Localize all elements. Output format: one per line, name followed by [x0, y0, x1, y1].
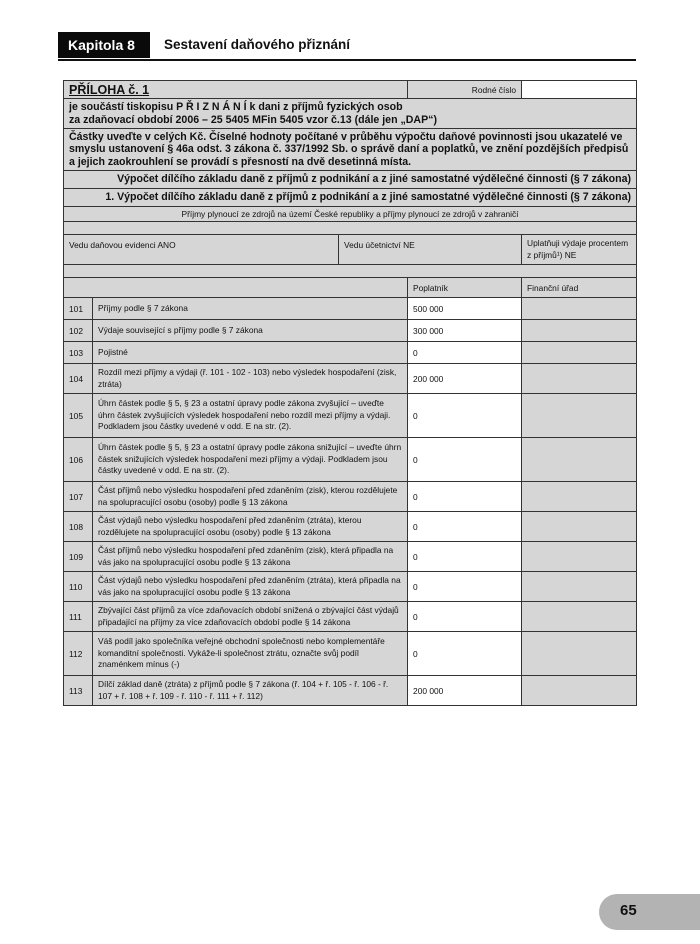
spacer-row	[64, 265, 637, 278]
chapter-header	[58, 32, 636, 60]
row-number: 107	[64, 482, 93, 512]
spacer-row	[64, 222, 637, 235]
row-number: 103	[64, 342, 93, 364]
row-number: 112	[64, 632, 93, 676]
tax-office-value-field[interactable]	[522, 364, 637, 394]
chapter-title: Sestavení daňového přiznání	[164, 37, 351, 52]
taxpayer-value-field[interactable]: 0	[408, 512, 522, 542]
row-description: Úhrn částek podle § 5, § 23 a ostatní úpravy podle zákona zvyšující – uveďte úhrn částek zvyšujících výsledek hospodaření nebo rozdíl mezi příjmy a výdaji. Podkladem jsou částky uvedené v odd. E na str. (2).	[93, 394, 408, 438]
row-number: 104	[64, 364, 93, 394]
form-row-101	[64, 298, 637, 320]
tax-office-value-field[interactable]	[522, 602, 637, 632]
chapter-divider	[58, 59, 636, 61]
flag-tax-records: Vedu daňovou evidenci ANO	[64, 235, 339, 265]
taxpayer-value-field[interactable]: 0	[408, 482, 522, 512]
rodne-cislo-label: Rodné číslo	[408, 81, 522, 99]
tax-form-table	[63, 80, 637, 706]
page-number-tab	[599, 894, 700, 930]
row-description: Pojistné	[93, 342, 408, 364]
subsection-heading: 1. Výpočet dílčího základu daně z příjmů z podnikání a z jiné samostatné výdělečné činnosti (§ 7 zákona)	[64, 189, 637, 207]
rodne-cislo-field[interactable]	[522, 81, 637, 99]
row-description: Zbývající část příjmů za více zdaňovacích období snížená o zbývající část výdajů připadající na příjmy za více zdaňovacích období podle § 14 zákona	[93, 602, 408, 632]
row-description: Příjmy podle § 7 zákona	[93, 298, 408, 320]
taxpayer-value-field[interactable]: 200 000	[408, 676, 522, 706]
taxpayer-value-field[interactable]: 200 000	[408, 364, 522, 394]
tax-office-value-field[interactable]	[522, 394, 637, 438]
tax-office-value-field[interactable]	[522, 676, 637, 706]
chapter-label: Kapitola 8	[58, 32, 150, 58]
tax-office-value-field[interactable]	[522, 542, 637, 572]
row-description: Část příjmů nebo výsledku hospodaření před zdaněním (zisk), kterou rozdělujete na spolupracující osobu (osoby) podle § 13 zákona	[93, 482, 408, 512]
row-description: Část výdajů nebo výsledku hospodaření před zdaněním (ztráta), kterou rozdělujete na spolupracující osobu (osoby) podle § 13 zákona	[93, 512, 408, 542]
form-row-102	[64, 320, 637, 342]
tax-office-value-field[interactable]	[522, 342, 637, 364]
row-number: 108	[64, 512, 93, 542]
row-description: Dílčí základ daně (ztráta) z příjmů podle § 7 zákona (ř. 104 + ř. 105 - ř. 106 - ř. 107 + ř. 108 + ř. 109 - ř. 110 - ř. 111 + ř. 112)	[93, 676, 408, 706]
taxpayer-value-field[interactable]: 0	[408, 602, 522, 632]
tax-office-value-field[interactable]	[522, 632, 637, 676]
form-row-110	[64, 572, 637, 602]
row-description: Váš podíl jako společníka veřejné obchodní společnosti nebo komplementáře komanditní společnosti. Vykáže-li společnost ztrátu, označte svůj podíl znaménkem mínus (-)	[93, 632, 408, 676]
form-row-105	[64, 394, 637, 438]
row-number: 106	[64, 438, 93, 482]
tax-office-value-field[interactable]	[522, 482, 637, 512]
flag-percentage-expenses: Uplatňuji výdaje procentem z příjmů¹) NE	[522, 235, 637, 265]
intro-line-1: je součástí tiskopisu P Ř I Z N Á N Í k dani z příjmů fyzických osob	[69, 100, 403, 113]
row-description: Rozdíl mezi příjmy a výdaji (ř. 101 - 102 - 103) nebo výsledek hospodaření (zisk, ztráta)	[93, 364, 408, 394]
row-description: Úhrn částek podle § 5, § 23 a ostatní úpravy podle zákona snižující – uveďte úhrn částek snižujících výsledek hospodaření mezi příjmy a výdaji. Podkladem jsou částky uvedené v odd. E na str. (2).	[93, 438, 408, 482]
section-heading: Výpočet dílčího základu daně z příjmů z podnikání a z jiné samostatné výdělečné činnosti (§ 7 zákona)	[64, 171, 637, 189]
form-title: PŘÍLOHA č. 1	[64, 81, 408, 99]
intro-line-2: za zdaňovací období 2006 – 25 5405 MFin 5405 vzor č.13 (dále jen „DAP“)	[69, 113, 437, 126]
taxpayer-value-field[interactable]: 0	[408, 342, 522, 364]
row-number: 109	[64, 542, 93, 572]
taxpayer-value-field[interactable]: 0	[408, 572, 522, 602]
taxpayer-value-field[interactable]: 0	[408, 438, 522, 482]
row-number: 105	[64, 394, 93, 438]
taxpayer-value-field[interactable]: 300 000	[408, 320, 522, 342]
column-header-tax-office: Finanční úřad	[522, 278, 637, 298]
form-row-112	[64, 632, 637, 676]
form-notice: Částky uveďte v celých Kč. Číselné hodnoty počítané v průběhu výpočtu daňové povinnosti jsou ukazatelé ve smyslu ustanovení § 46a odst. 3 zákona č. 337/1992 Sb. o správě daní a poplatků, ve znění pozdějších předpisů a jejich zaokrouhlení se provádí s přesností na dvě desetinná místa.	[64, 129, 637, 171]
page-number: 65	[620, 902, 637, 919]
form-row-109	[64, 542, 637, 572]
form-intro	[64, 99, 637, 129]
taxpayer-value-field[interactable]: 0	[408, 394, 522, 438]
sources-note: Příjmy plynoucí ze zdrojů na území České republiky a příjmy plynoucí ze zdrojů v zahraničí	[64, 207, 637, 222]
column-header-taxpayer: Poplatník	[408, 278, 522, 298]
form-row-107	[64, 482, 637, 512]
row-description: Výdaje související s příjmy podle § 7 zákona	[93, 320, 408, 342]
form-row-104	[64, 364, 637, 394]
tax-office-value-field[interactable]	[522, 298, 637, 320]
columns-blank	[64, 278, 408, 298]
tax-office-value-field[interactable]	[522, 438, 637, 482]
tax-office-value-field[interactable]	[522, 572, 637, 602]
flag-accounting: Vedu účetnictví NE	[339, 235, 522, 265]
form-row-106	[64, 438, 637, 482]
taxpayer-value-field[interactable]: 0	[408, 542, 522, 572]
row-number: 111	[64, 602, 93, 632]
row-description: Část výdajů nebo výsledku hospodaření před zdaněním (ztráta), která připadla na vás jako na spolupracující osobu podle § 13 zákona	[93, 572, 408, 602]
row-number: 101	[64, 298, 93, 320]
row-number: 110	[64, 572, 93, 602]
row-number: 102	[64, 320, 93, 342]
taxpayer-value-field[interactable]: 500 000	[408, 298, 522, 320]
row-description: Část příjmů nebo výsledku hospodaření před zdaněním (zisk), která připadla na vás jako na spolupracující osobu podle § 13 zákona	[93, 542, 408, 572]
row-number: 113	[64, 676, 93, 706]
form-row-103	[64, 342, 637, 364]
taxpayer-value-field[interactable]: 0	[408, 632, 522, 676]
form-row-111	[64, 602, 637, 632]
tax-office-value-field[interactable]	[522, 320, 637, 342]
form-row-108	[64, 512, 637, 542]
tax-office-value-field[interactable]	[522, 512, 637, 542]
form-row-113	[64, 676, 637, 706]
